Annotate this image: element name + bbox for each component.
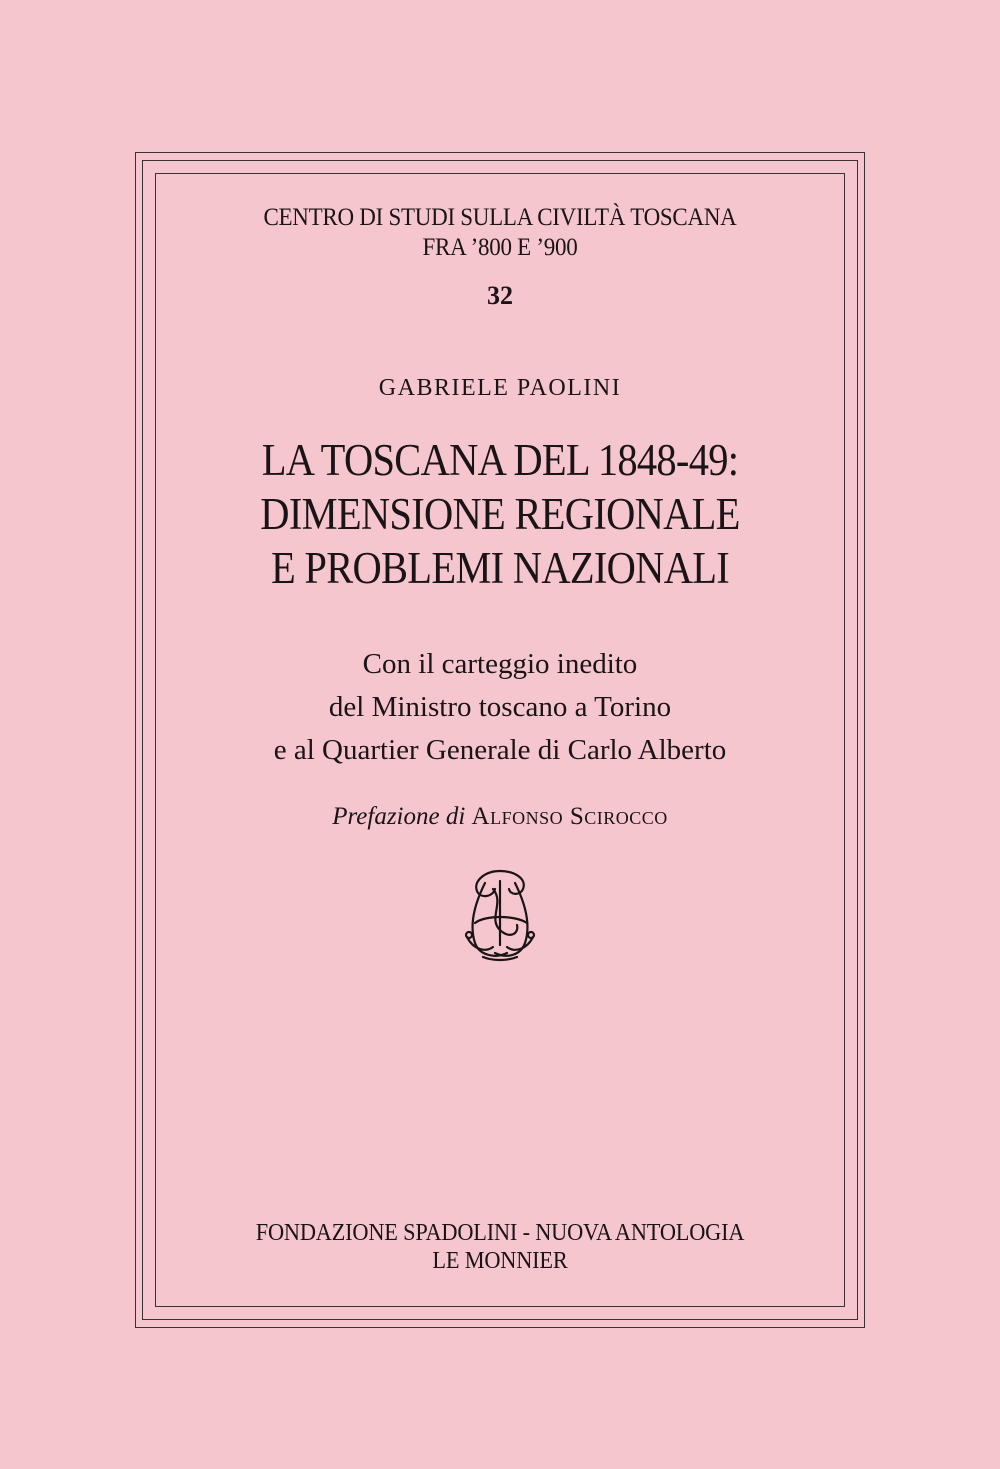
series-line-2: FRA ’800 E ’900 bbox=[422, 234, 578, 261]
cover-content bbox=[155, 173, 845, 1307]
preface-credit bbox=[155, 803, 845, 831]
title-line-3: E PROBLEMI NAZIONALI bbox=[270, 543, 730, 593]
subtitle-line-1: Con il carteggio inedito bbox=[362, 648, 638, 680]
publisher bbox=[179, 1219, 821, 1275]
subtitle-line-2: del Ministro toscano a Torino bbox=[328, 691, 672, 723]
series-number: 32 bbox=[487, 281, 513, 310]
book-subtitle bbox=[155, 643, 845, 772]
title-line-1: LA TOSCANA DEL 1848-49: bbox=[261, 435, 739, 485]
publisher-line-1: FONDAZIONE SPADOLINI - NUOVA ANTOLOGIA bbox=[255, 1220, 745, 1246]
series-title bbox=[183, 203, 818, 263]
author-name: GABRIELE PAOLINI bbox=[378, 375, 622, 401]
series-line-1: CENTRO DI STUDI SULLA CIVILTÀ TOSCANA bbox=[263, 204, 737, 231]
preface-author: Alfonso Scirocco bbox=[471, 803, 668, 830]
preface-label: Prefazione di bbox=[332, 803, 466, 830]
monogram-emblem-icon bbox=[455, 863, 545, 963]
book-title bbox=[190, 433, 811, 595]
title-line-2: DIMENSIONE REGIONALE bbox=[260, 489, 740, 539]
subtitle-line-3: e al Quartier Generale di Carlo Alberto bbox=[273, 734, 727, 766]
publisher-line-2: LE MONNIER bbox=[432, 1248, 568, 1274]
